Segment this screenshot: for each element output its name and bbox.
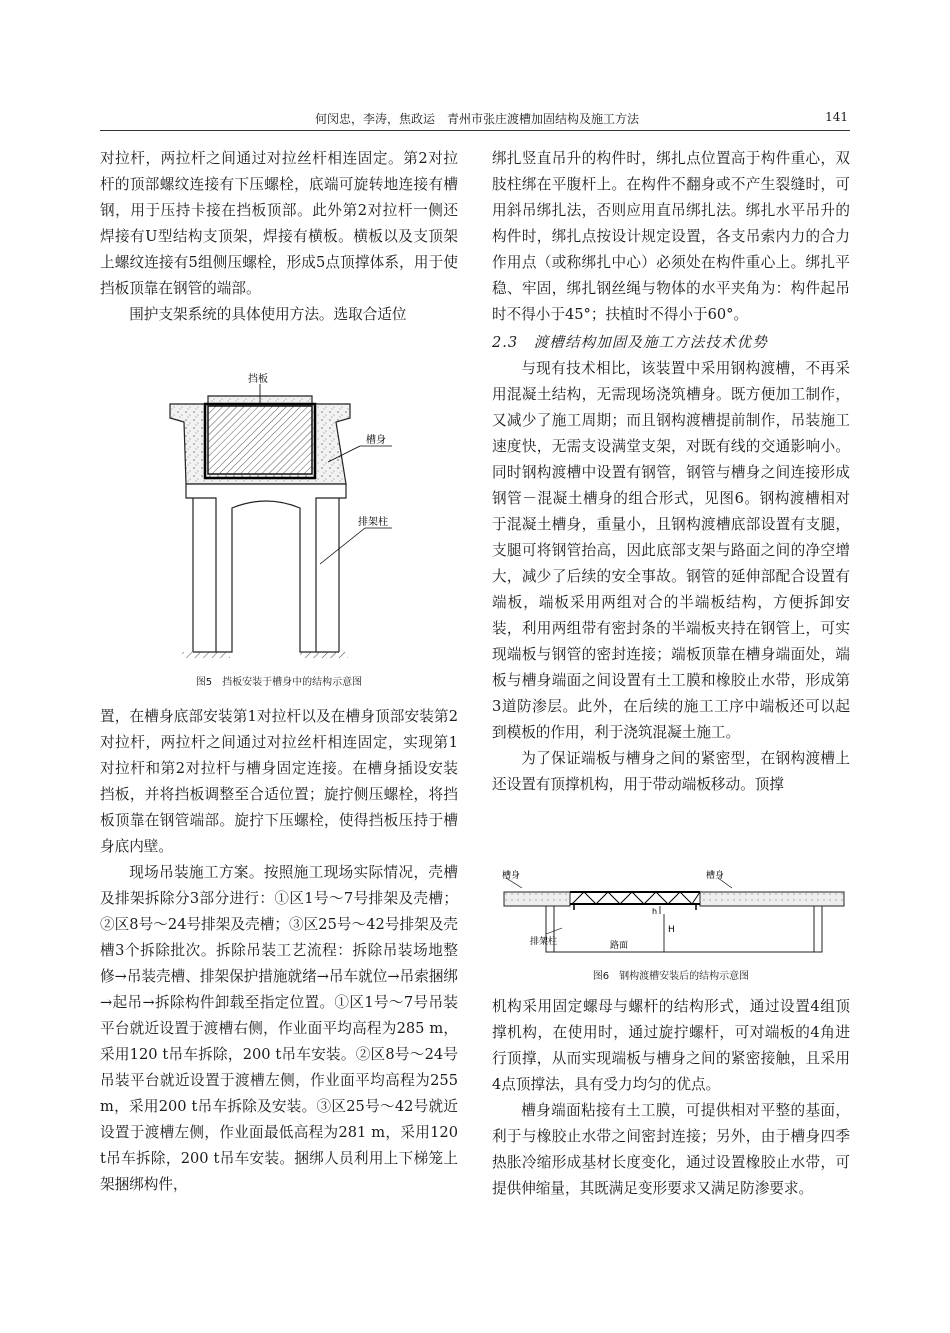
figure-5-caption: 图5 挡板安装于槽身中的结构示意图 <box>195 677 363 688</box>
label-road: 路面 <box>610 941 629 951</box>
running-header <box>100 108 850 128</box>
section-heading: 2.3 渡槽结构加固及施工方法技术优势 <box>492 334 768 351</box>
steel-truss <box>570 892 700 910</box>
paragraph: 机构采用固定螺母与螺杆的结构形式，通过设置4组顶撑机构，在使用时，通过旋拧螺杆，可对端板的4角进行顶撑，从而实现端板与槽身之间的紧密接触，且采用4点顶撑法，具有受力均匀的优点。 <box>492 998 850 1093</box>
figure-6-caption: 图6 钢构渡槽安装后的结构示意图 <box>592 971 750 982</box>
label-trough-left: 槽身 <box>502 871 521 881</box>
paragraph: 围护支架系统的具体使用方法。选取合适位 <box>129 306 407 323</box>
left-column-bottom <box>100 704 458 1198</box>
frame-column <box>814 906 822 952</box>
ground-hatch <box>300 652 348 658</box>
figure-6-diagram <box>492 868 850 960</box>
leader-line <box>320 528 365 564</box>
label-H: H <box>668 925 675 935</box>
frame-column <box>186 484 346 652</box>
figure-5-diagram <box>160 370 420 665</box>
left-column-top <box>100 146 458 328</box>
label-h: h <box>652 907 658 916</box>
right-column-bottom <box>492 994 850 1202</box>
header-title: 何闵忠，李涛，焦政运 青州市张庄渡槽加固结构及施工方法 <box>315 112 640 126</box>
paragraph: 绑扎竖直吊升的构件时，绑扎点位置高于构件重心，双肢柱绑在平腹杆上。在构件不翻身或不产生裂缝时，可用斜吊绑扎法，否则应用直吊绑扎法。绑扎水平吊升的构件时，绑扎点按设计规定设置，各支吊索内力的合力作用点（或称绑扎中心）必须处在构件重心上。绑扎平稳、牢固，绑扎钢丝绳与物体的水平夹角为：构件起吊时不得小于45°；扶植时不得小于60°。 <box>492 150 850 323</box>
paragraph: 对拉杆，两拉杆之间通过对拉丝杆相连固定。第2对拉杆的顶部螺纹连接有下压螺栓，底端可旋转地连接有槽钢，用于压持卡接在挡板顶部。此外第2对拉杆一侧还焊接有U型结构支顶架，焊接有横板。横板以及支顶架上螺纹连接有5组侧压螺栓，形成5点顶撑体系，用于使挡板顶靠在钢管的端部。 <box>100 150 458 297</box>
trough-inner <box>208 406 312 474</box>
label-baffle: 挡板 <box>248 374 268 385</box>
header-rule <box>100 130 850 131</box>
trough-slab-left <box>504 892 570 906</box>
paragraph: 现场吊装施工方案。按照施工现场实际情况，壳槽及排架拆除分3部分进行：①区1号～7号排架及壳槽；②区8号～24号排架及壳槽；③区25号～42号排架及壳槽3个拆除批次。拆除吊装工艺流程：拆除吊装场地整修→吊装壳槽、排架保护措施就绪→吊车就位→吊索捆绑→起吊→拆除构件卸载至指定位置。①区1号～7号吊装平台就近设置于渡槽右侧，作业面平均高程为285 m，采用120 t吊车拆除，200 t吊车安装。②区8号～24号吊装平台就近设置于渡槽左侧，作业面平均高程为255 m，采用200 t吊车拆除及安装。③区25号～42号就近设置于渡槽左侧，作业面最低高程为281 m，采用120 t吊车拆除，200 t吊车安装。捆绑人员利用上下梯笼上架捆绑构件， <box>100 864 458 1193</box>
paragraph: 为了保证端板与槽身之间的紧密型，在钢构渡槽上还设置有顶撑机构，用于带动端板移动。顶撑 <box>492 750 850 793</box>
right-column-top <box>492 146 850 798</box>
label-frame: 排架柱 <box>530 937 558 947</box>
label-trough: 槽身 <box>366 435 386 446</box>
paragraph: 置，在槽身底部安装第1对拉杆以及在槽身顶部安装第2对拉杆，两拉杆之间通过对拉丝杆相连固定，实现第1对拉杆和第2对拉杆与槽身固定连接。在槽身插设安装挡板，并将挡板调整至合适位置；旋拧侧压螺栓，将挡板顶靠在钢管端部。旋拧下压螺栓，使得挡板压持于槽身底内壁。 <box>100 708 458 855</box>
ground-hatch <box>182 652 230 658</box>
page-number: 141 <box>825 110 848 124</box>
trough-slab-right <box>700 892 844 906</box>
label-frame: 排架柱 <box>358 517 388 528</box>
label-trough-right: 槽身 <box>706 871 725 881</box>
paragraph: 槽身端面粘接有土工膜，可提供相对平整的基面，利于与橡胶止水带之间密封连接；另外，由于槽身四季热胀冷缩形成基材长度变化，通过设置橡胶止水带，可提供伸缩量，其既满足变形要求又满足防渗要求。 <box>492 1102 850 1197</box>
paragraph: 与现有技术相比，该装置中采用钢构渡槽，不再采用混凝土结构，无需现场浇筑槽身。既方便加工制作，又减少了施工周期；而且钢构渡槽提前制作，吊装施工速度快，无需支设满堂支架，对既有线的交通影响小。同时钢构渡槽中设置有钢管，钢管与槽身之间连接形成钢管－混凝土槽身的组合形式，见图6。钢构渡槽相对于混凝土槽身，重量小，且钢构渡槽底部设置有支腿，支腿可将钢管抬高，因此底部支架与路面之间的净空增大，减少了后续的安全事故。钢管的延伸部配合设置有端板，端板采用两组对合的半端板结构，方便拆卸安装，利用两组带有密封条的半端板夹持在钢管上，可实现端板与钢管的密封连接；端板顶靠在槽身端面处，端板与槽身端面之间设置有土工膜和橡胶止水带，形成第3道防渗层。此外，在后续的施工工序中端板还可以起到模板的作用，利于浇筑混凝土施工。 <box>492 360 850 741</box>
